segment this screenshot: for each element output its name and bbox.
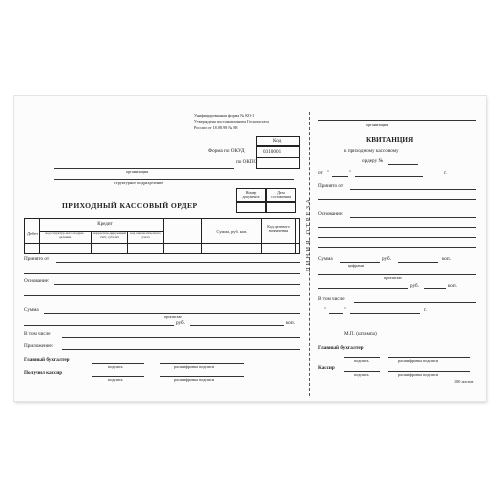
amount-in-words-caption: прописью (164, 314, 182, 319)
debit-header: Дебет (26, 231, 39, 236)
doc-date-label: Дата составления (271, 191, 291, 199)
okud-code: 0310001 (263, 149, 282, 155)
received-from-label: Принято от (24, 256, 50, 262)
signature-caption-2: подпись (108, 377, 123, 382)
receipt-including-label: В том числе (318, 296, 345, 302)
receipt-decode-caption-1: расшифровка подписи (398, 358, 438, 363)
okpo-label: по ОКПО (236, 159, 258, 165)
department-caption: структурное подразделение (114, 180, 164, 185)
receipt-kop-label: коп. (442, 256, 451, 262)
signature-decode-caption-1: расшифровка подписи (174, 364, 214, 369)
receipt-basis-line-3[interactable] (318, 237, 476, 238)
receipt-basis-label: Основание: (318, 211, 344, 217)
kop-label: коп. (286, 320, 295, 326)
okud-label: Форма по ОКУД (208, 148, 245, 154)
receipt-rub-label: руб. (382, 256, 391, 262)
approved-line-2: России от 18.08.98 № 88 (194, 125, 238, 130)
attachment-line[interactable] (62, 349, 300, 350)
receipt-quote-open-2: " (324, 307, 327, 313)
receipt-year-label: г. (444, 170, 447, 176)
receipt-received-from-label: Принято от (318, 183, 344, 189)
receipt-month-line[interactable] (355, 176, 423, 177)
receipt-subtitle: к приходному кассовому (344, 148, 399, 154)
receipt-day-line-2[interactable] (329, 313, 343, 314)
amount-label: Сумма (24, 307, 39, 313)
receipt-digits-caption: цифрами (348, 263, 365, 268)
doc-number-label: Номер документа (242, 191, 260, 199)
code-label: Код (273, 138, 282, 144)
order-table (24, 218, 300, 254)
receipt-kop2-line[interactable] (424, 288, 446, 289)
receipt-quote-close: " (349, 170, 352, 176)
credit-subcol-1: код структур-ного подраз-деления (45, 231, 85, 239)
doc-number-header (236, 188, 266, 202)
receipt-organization-line[interactable] (318, 120, 476, 121)
approved-line-1: Утверждена постановлением Госкомстата (194, 119, 269, 124)
receipt-cashier-label: Кассир (318, 365, 335, 371)
basis-label: Основание: (24, 278, 50, 284)
received-cashier-label: Получил кассир (24, 370, 63, 376)
credit-subcol-3: код анали-тического учета (130, 231, 161, 239)
receipt-basis-line-4[interactable] (318, 247, 476, 248)
receipt-in-words-caption: прописью (384, 275, 402, 280)
credit-subcol-2: корреспон-дирующий счёт, субсчёт (93, 231, 126, 239)
receipt-year-label-2: г. (424, 307, 427, 313)
attachment-label: Приложение: (24, 343, 54, 349)
receipt-received-from-line-2[interactable] (318, 199, 476, 200)
receipt-rub2-label: руб. (410, 283, 419, 289)
receipt-including-line[interactable] (354, 302, 476, 303)
receipt-kop-digits-line[interactable] (398, 262, 438, 263)
sheets-count: 100 листов (454, 379, 474, 384)
amount-header: Сумма, руб. коп. (216, 229, 248, 234)
receipt-quote-close-2: " (344, 307, 347, 313)
rub-label: руб. (176, 320, 185, 326)
okpo-code-box (256, 157, 300, 169)
department-line[interactable] (54, 179, 294, 180)
receipt-basis-line-2[interactable] (318, 227, 476, 228)
receipt-number-label: ордеру № (362, 158, 384, 164)
receipt-amount-words-line-2[interactable] (318, 288, 408, 289)
received-from-line[interactable] (56, 262, 300, 263)
doc-date-header (266, 188, 296, 202)
signature-decode-caption-2: расшифровка подписи (174, 377, 214, 382)
receipt-month-line-2[interactable] (350, 313, 420, 314)
amount-kop-line[interactable] (190, 325, 284, 326)
receipt-kop2-label: коп. (448, 283, 457, 289)
receipt-quote-open: " (327, 170, 330, 176)
receipt-amount-label: Сумма (318, 256, 333, 262)
receipt-title: КВИТАНЦИЯ (366, 136, 414, 144)
unified-form-label: Унифицированная форма № КО-1 (194, 113, 255, 118)
receipt-stamp-label: М.П. (штампа) (344, 331, 377, 337)
including-line[interactable] (62, 337, 300, 338)
cash-order-form-sheet (14, 96, 486, 401)
receipt-day-line[interactable] (332, 176, 348, 177)
chief-accountant-label: Главный бухгалтер (24, 357, 70, 363)
signature-caption-1: подпись (108, 364, 123, 369)
receipt-organization-caption: организация (366, 122, 389, 127)
receipt-number-line[interactable] (388, 164, 418, 165)
receipt-decode-caption-2: расшифровка подписи (398, 372, 438, 377)
doc-date-field[interactable] (266, 202, 296, 213)
receipt-chief-accountant-label: Главный бухгалтер (318, 345, 364, 351)
purpose-code-header: Код целевого назначения (267, 224, 290, 234)
organization-caption: организация (126, 169, 149, 174)
receipt-received-from-line[interactable] (350, 189, 476, 190)
receipt-signature-caption-1: подпись (354, 358, 369, 363)
including-label: В том числе (24, 331, 51, 337)
order-title: ПРИХОДНЫЙ КАССОВЫЙ ОРДЕР (62, 201, 198, 210)
receipt-from-label: от (318, 170, 323, 176)
code-header-box (256, 136, 300, 146)
amount-rub-line[interactable] (24, 325, 174, 326)
received-from-line-2[interactable] (24, 273, 300, 274)
receipt-basis-line[interactable] (350, 217, 476, 218)
receipt-signature-caption-2: подпись (354, 372, 369, 377)
doc-number-field[interactable] (236, 202, 266, 213)
credit-header: Кредит (97, 222, 113, 227)
basis-line[interactable] (54, 284, 300, 285)
basis-line-2[interactable] (24, 295, 300, 296)
cut-line-text: ЛИНИЯ ОТРЕЗА (305, 196, 312, 272)
